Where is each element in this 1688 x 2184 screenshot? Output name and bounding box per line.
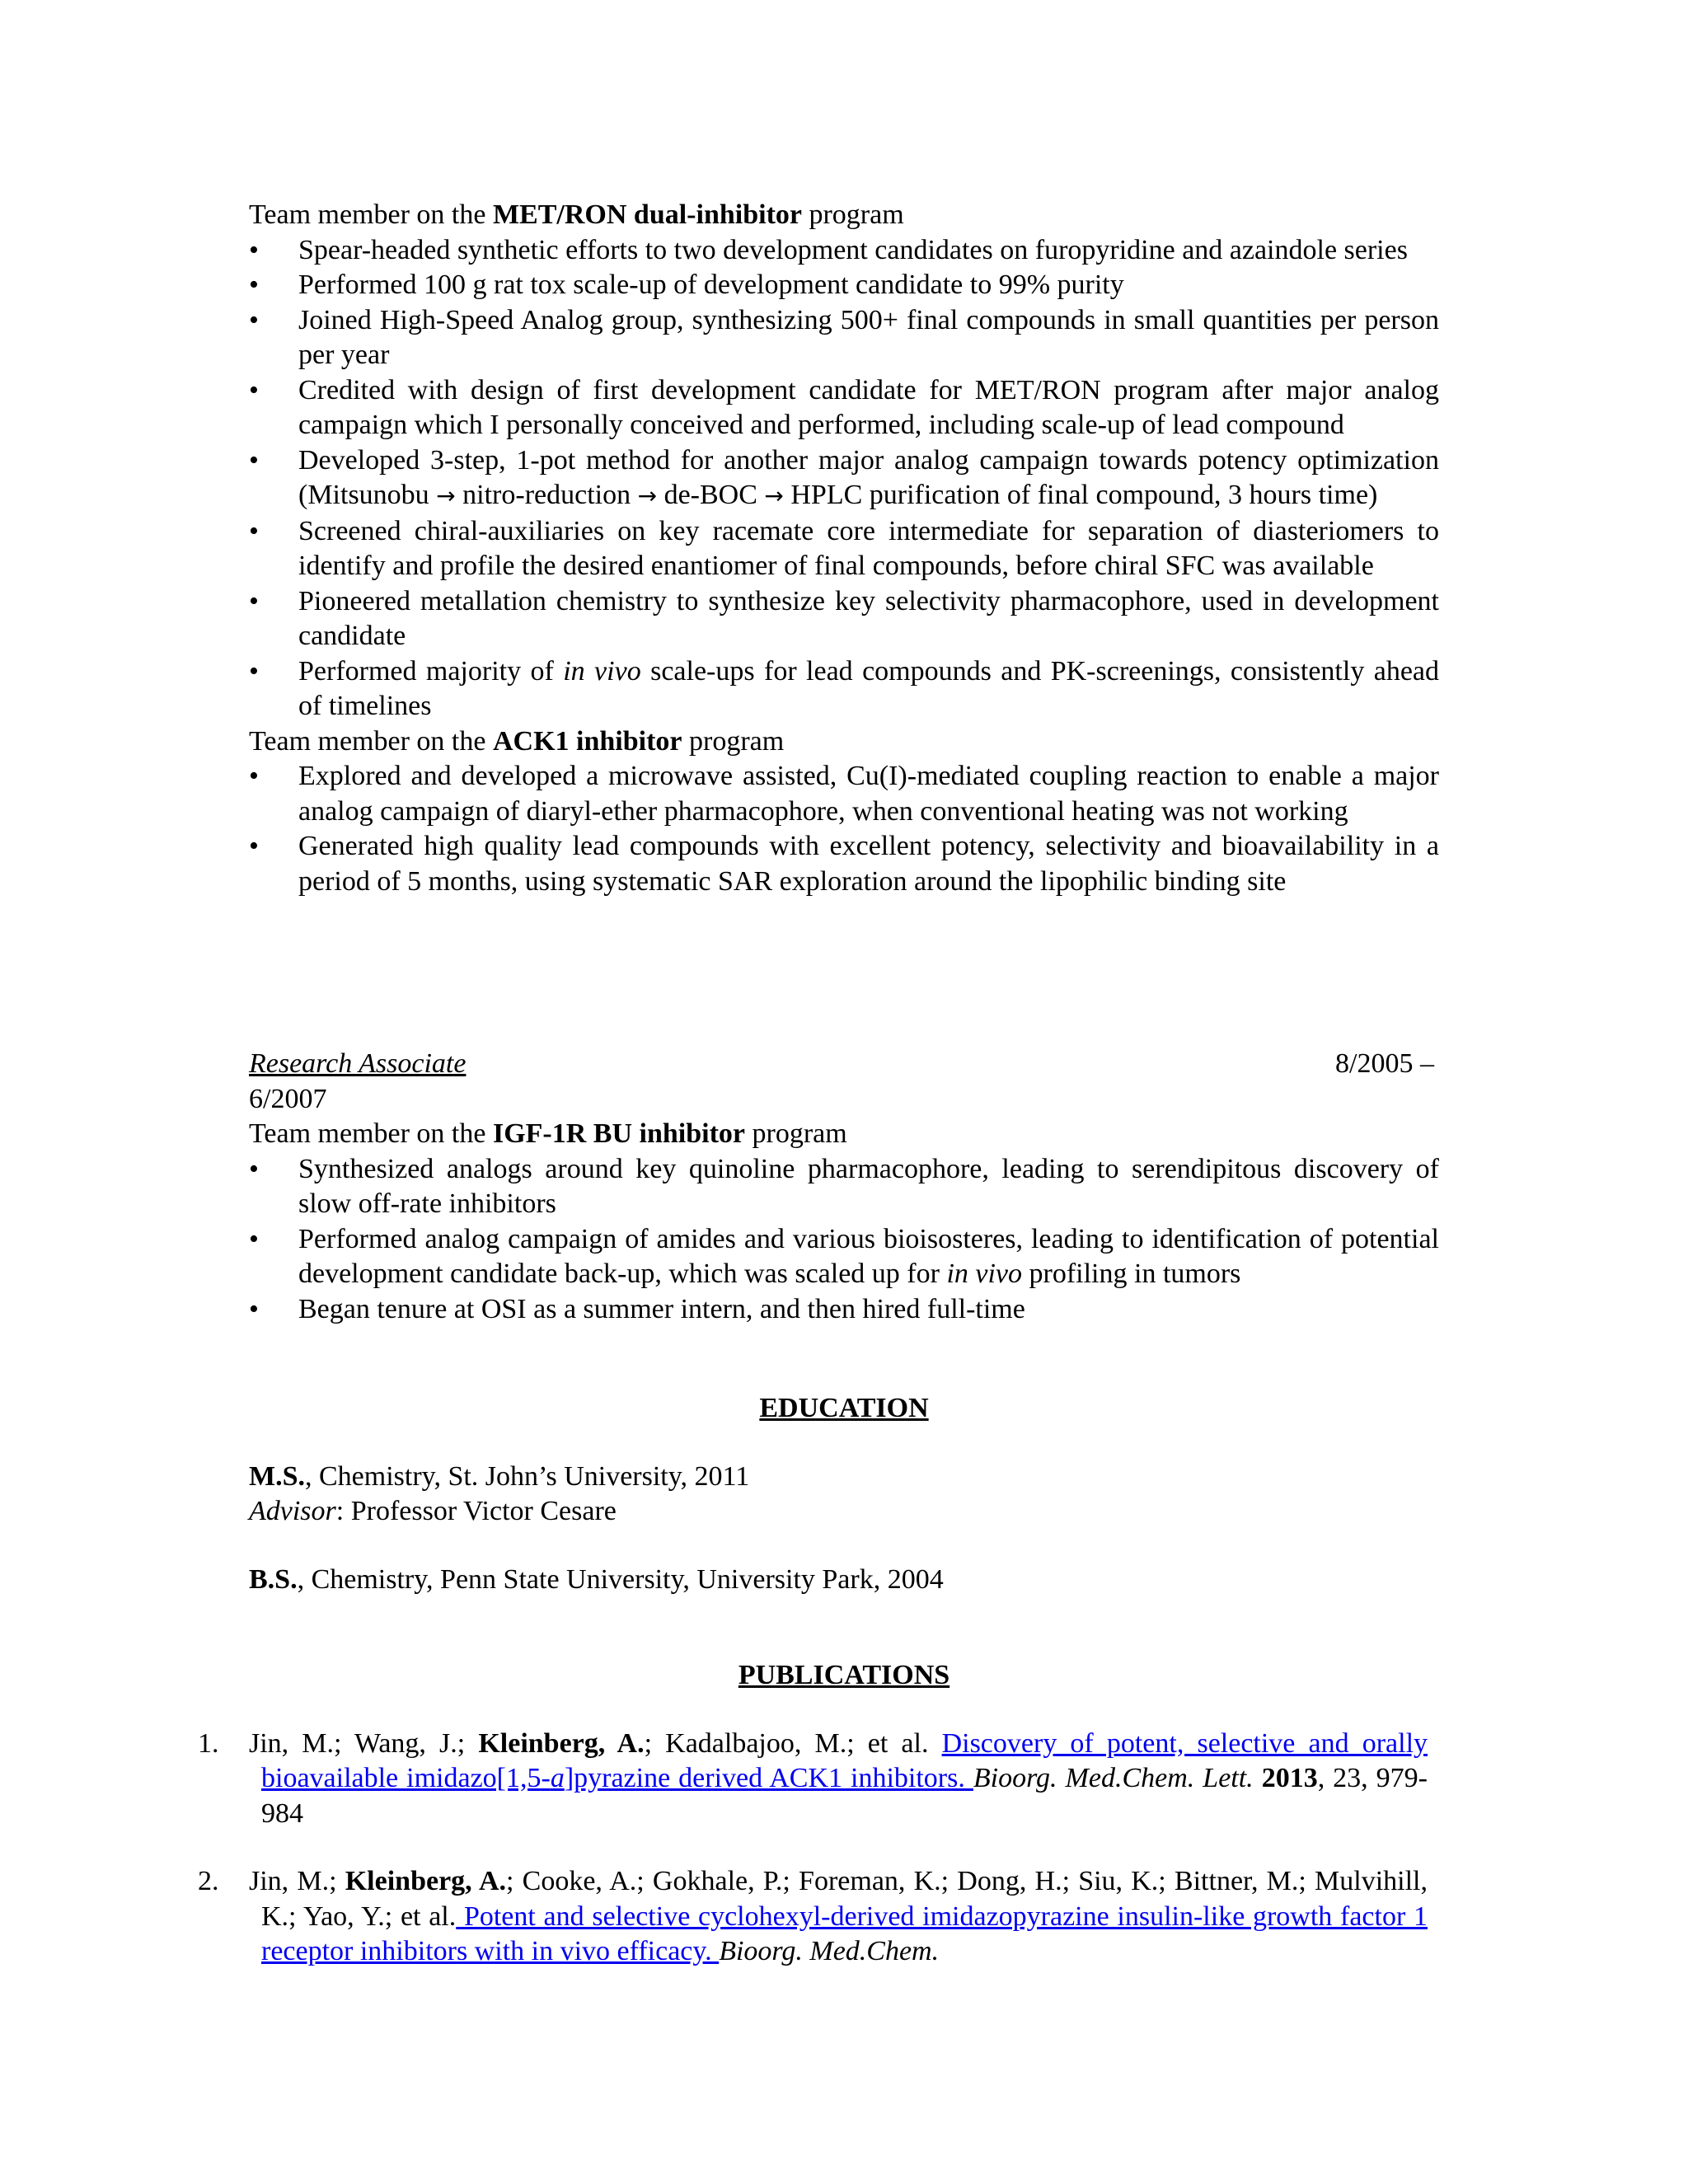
bullet-item: • Performed 100 g rat tox scale-up of development candidate to 99% purity: [249, 268, 1439, 303]
degree-detail: , Chemistry, St. John’s University, 2011: [305, 1460, 750, 1492]
bullet-item: • Spear-headed synthetic efforts to two development candidates on furopyridine and azaindole series: [249, 233, 1439, 269]
education-heading: EDUCATION: [759, 1393, 929, 1423]
bullet-text: Performed analog campaign of amides and various bioisosteres, leading to identification of potential development candidate back-up, which was scaled up for: [298, 1223, 1439, 1289]
bullet-item: • Began tenure at OSI as a summer intern, and then hired full-time: [249, 1292, 1439, 1328]
role-date-end: 6/2007: [249, 1083, 327, 1114]
advisor-label: Advisor: [249, 1496, 336, 1526]
publication-number: 1.: [198, 1727, 219, 1759]
link-text: Discovery of potent, selective and orally bioavailable imidazo[1,5-: [261, 1727, 1428, 1793]
bullet-italic: in vivo: [946, 1258, 1023, 1289]
bullet-item: • Generated high quality lead compounds with excellent potency, selectivity and bioavailability in a period of 5 months, using systematic SAR exploration around the lipophilic binding site: [249, 829, 1439, 899]
intro-prefix: Team member on the: [249, 199, 493, 230]
publication-number: 2.: [198, 1866, 219, 1896]
publication-text: [249, 1864, 1428, 1970]
ack1-intro: [249, 724, 1439, 760]
bullet-text: Developed 3-step, 1-pot method for another major analog campaign towards potency optimization (Mitsunobu: [298, 444, 1439, 510]
bullet-text: profiling in tumors: [1022, 1258, 1241, 1289]
intro-prefix: Team member on the: [249, 725, 493, 757]
arrow-right-icon: →: [637, 482, 658, 509]
bullet-item: • Synthesized analogs around key quinoline pharmacophore, leading to serendipitous discovery of slow off-rate inhibitors: [249, 1152, 1439, 1222]
education-section: [249, 1391, 1439, 1597]
role-title: Research Associate: [249, 1048, 467, 1079]
bullet-text: de-BOC: [657, 480, 765, 510]
link-italic: a: [550, 1763, 565, 1793]
program-name: ACK1 inhibitor: [492, 725, 682, 757]
research-associate-section: [249, 1047, 1439, 1327]
bullet-item: • Joined High-Speed Analog group, synthesizing 500+ final compounds in small quantities per person per year: [249, 303, 1439, 373]
igf-intro: [249, 1117, 1439, 1152]
author-highlight: Kleinberg, A.: [478, 1727, 645, 1759]
degree-label: M.S.: [249, 1460, 305, 1492]
authors: Jin, M.; Wang, J.;: [249, 1727, 479, 1759]
bullet-item: [249, 654, 1439, 724]
role-row: [249, 1047, 1439, 1082]
advisor-detail: : Professor Victor Cesare: [335, 1496, 617, 1526]
met-ron-section: [249, 198, 1439, 899]
bullet-text: Performed majority of: [298, 655, 564, 687]
publication-text: [249, 1727, 1428, 1832]
bullet-item: [249, 1222, 1439, 1292]
degree-detail: , Chemistry, Penn State University, University Park, 2004: [297, 1563, 944, 1595]
journal-name: Bioorg. Med.Chem.: [719, 1936, 940, 1966]
bullet-italic: in vivo: [563, 655, 641, 687]
intro-suffix: program: [801, 199, 904, 230]
program-name: MET/RON dual-inhibitor: [492, 199, 802, 230]
bullet-item: • Pioneered metallation chemistry to synthesize key selectivity pharmacophore, used in development candidate: [249, 584, 1439, 654]
bullet-item: [249, 443, 1439, 514]
journal-name: Bioorg. Med.Chem. Lett.: [973, 1763, 1254, 1793]
ms-entry: [249, 1460, 1439, 1495]
authors: ; Kadalbajoo, M.; et al.: [644, 1727, 942, 1759]
arrow-right-icon: →: [764, 482, 784, 509]
intro-suffix: program: [682, 725, 785, 757]
link-text: ]pyrazine derived ACK1 inhibitors.: [564, 1763, 973, 1793]
publication-link[interactable]: Potent and selective cyclohexyl-derived imidazopyrazine insulin-like growth factor 1 receptor inhibitors with in vivo efficacy.: [261, 1900, 1428, 1966]
publications-heading: PUBLICATIONS: [738, 1660, 950, 1690]
met-ron-intro: [249, 198, 1439, 233]
bullet-item: • Screened chiral-auxiliaries on key racemate core intermediate for separation of diasteriomers to identify and profile the desired enantiomer of final compounds, before chiral SFC was available: [249, 514, 1439, 584]
publications-section: [198, 1658, 1439, 1970]
bullet-item: • Explored and developed a microwave assisted, Cu(I)-mediated coupling reaction to enable a major analog campaign of diaryl-ether pharmacophore, when conventional heating was not working: [249, 759, 1439, 829]
role-date-start: 8/2005 –: [1335, 1048, 1434, 1079]
arrow-right-icon: →: [436, 482, 456, 509]
bullet-text: HPLC purification of final compound, 3 hours time): [783, 480, 1378, 510]
degree-label: B.S.: [249, 1563, 298, 1595]
advisor-entry: [249, 1494, 1439, 1530]
intro-suffix: program: [745, 1118, 847, 1149]
bullet-text: scale-ups for lead compounds and PK-screenings, consistently ahead of timelines: [298, 655, 1439, 721]
program-name: IGF-1R BU inhibitor: [492, 1118, 746, 1149]
bs-entry: [249, 1563, 1439, 1598]
authors: ; Cooke, A.; Gokhale, P.; Foreman, K.; Dong, H.; Siu, K.; Bittner, M.; Mulvihill, K.; Yao, Y.; et al.: [261, 1866, 1428, 1932]
intro-prefix: Team member on the: [249, 1118, 493, 1149]
publication-item: [198, 1727, 1439, 1832]
publication-item: [198, 1864, 1439, 1970]
authors: Jin, M.;: [249, 1866, 345, 1896]
author-highlight: Kleinberg, A.: [345, 1866, 507, 1896]
bullet-item: • Credited with design of first development candidate for MET/RON program after major analog campaign which I personally conceived and performed, including scale-up of lead compound: [249, 373, 1439, 443]
publication-pages: , 23, 979-984: [261, 1763, 1428, 1829]
bullet-text: nitro-reduction: [455, 480, 638, 510]
publication-year: 2013: [1261, 1763, 1318, 1793]
